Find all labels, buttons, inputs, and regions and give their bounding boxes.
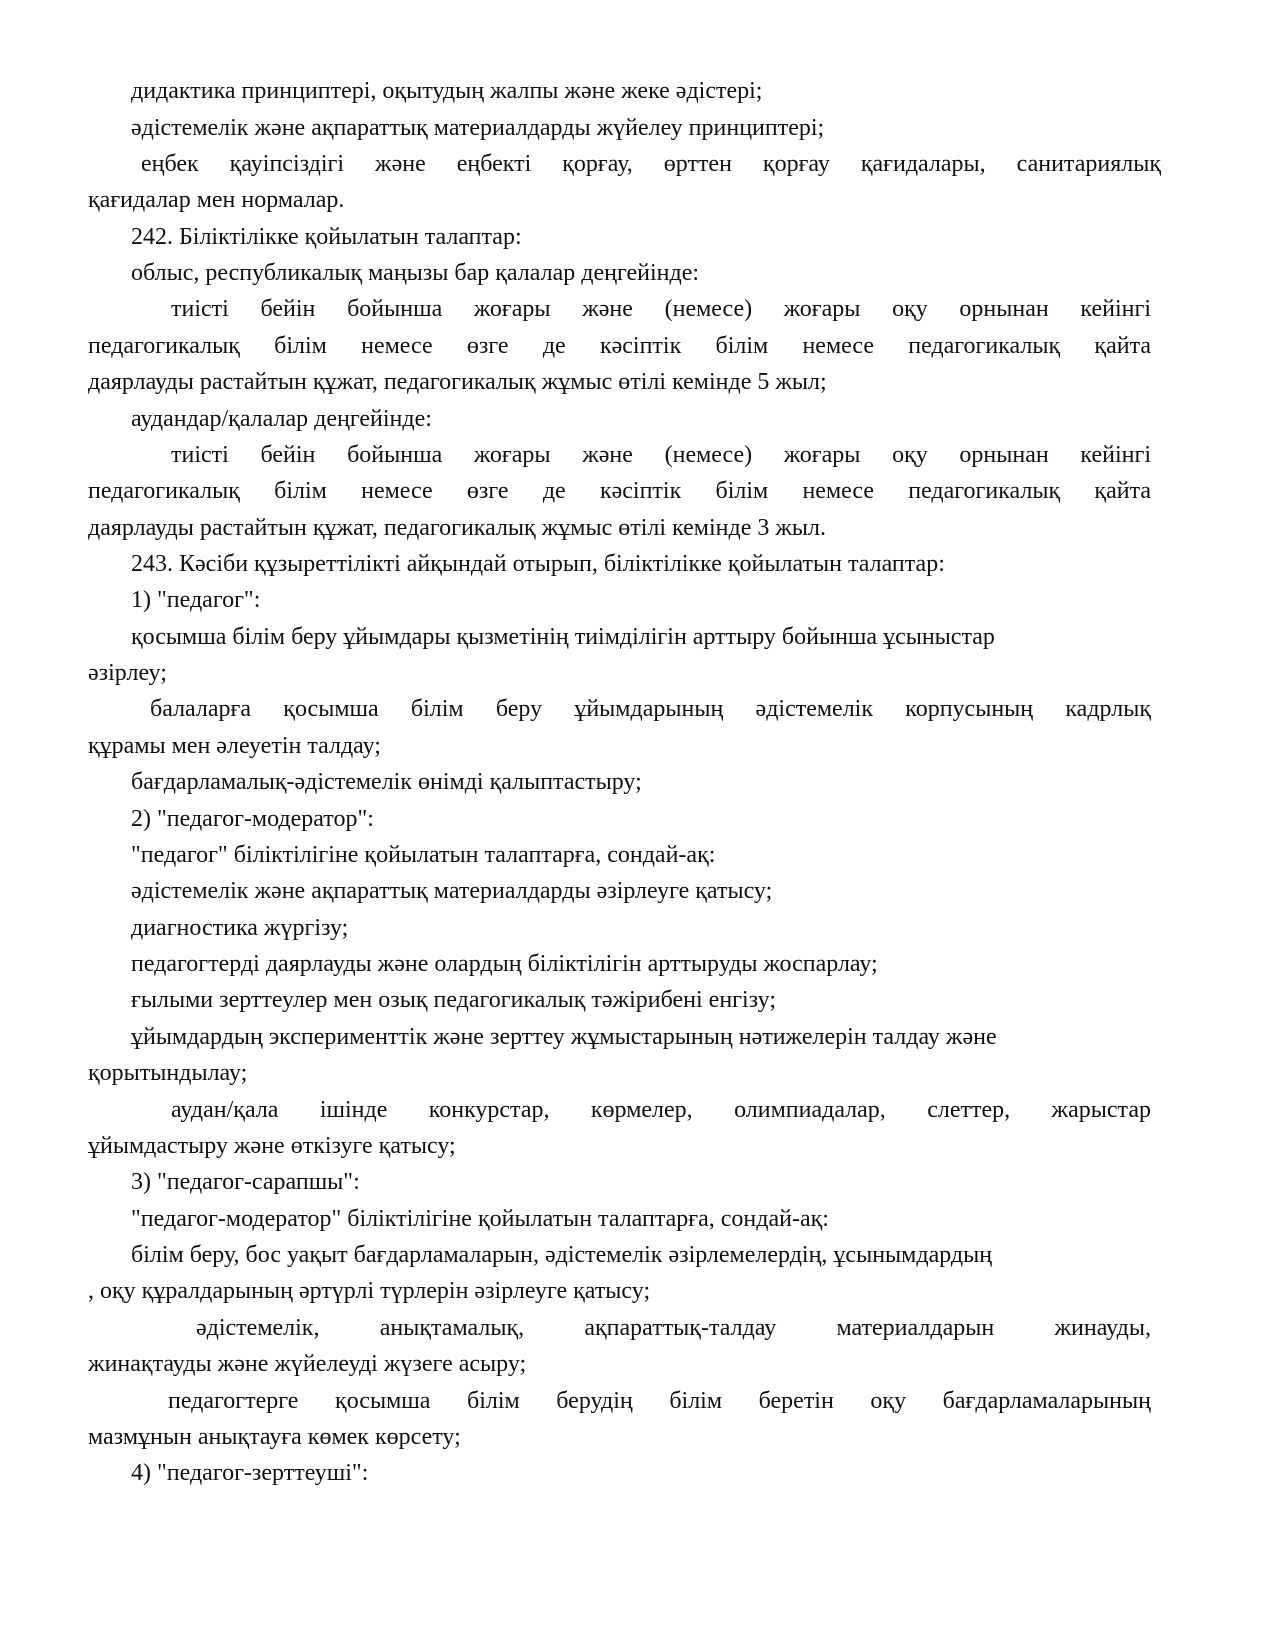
text-line: ғылыми зерттеулер мен озық педагогикалық тәжірибені енгізу; bbox=[131, 987, 776, 1013]
text-line: дидактика принциптері, оқытудың жалпы және жеке әдістері; bbox=[131, 78, 763, 104]
text-line: аудан/қала ішінде конкурстар, көрмелер, олимпиадалар, слеттер, жарыстар bbox=[171, 1097, 1151, 1123]
text-line: тиісті бейін бойынша жоғары және (немесе) жоғары оқу орнынан кейінгі bbox=[171, 442, 1151, 468]
list-item-heading: 2) "педагог-модератор": bbox=[131, 806, 374, 832]
text-line: қағидалар мен нормалар. bbox=[88, 187, 345, 213]
section-heading-243: 243. Кәсіби құзыреттілікті айқындай отырып, біліктілікке қойылатын талаптар: bbox=[131, 551, 945, 577]
text-line: педагогтерге қосымша білім берудің білім беретін оқу бағдарламаларының bbox=[168, 1388, 1151, 1414]
text-line: құрамы мен әлеуетін талдау; bbox=[88, 733, 381, 759]
list-item-heading: 4) "педагог-зерттеуші": bbox=[131, 1460, 369, 1486]
section-heading-242: 242. Біліктілікке қойылатын талаптар: bbox=[131, 224, 522, 250]
text-line: білім беру, бос уақыт бағдарламаларын, әдістемелік әзірлемелердің, ұсынымдардың bbox=[131, 1242, 993, 1268]
text-line: "педагог" біліктілігіне қойылатын талаптарға, сондай-ақ: bbox=[131, 842, 716, 868]
text-line: мазмұнын анықтауға көмек көрсету; bbox=[88, 1424, 461, 1450]
list-item-heading: 3) "педагог-сарапшы": bbox=[131, 1169, 360, 1195]
text-line: әзірлеу; bbox=[88, 660, 167, 686]
text-line: әдістемелік және ақпараттық материалдарды жүйелеу принциптері; bbox=[131, 115, 825, 141]
text-line: қорытындылау; bbox=[88, 1060, 248, 1086]
text-line: балаларға қосымша білім беру ұйымдарының әдістемелік корпусының кадрлық bbox=[150, 696, 1151, 722]
text-line: ұйымдастыру және өткізуге қатысу; bbox=[88, 1133, 456, 1159]
text-line: облыс, республикалық маңызы бар қалалар деңгейінде: bbox=[131, 260, 700, 286]
text-line: еңбек қауіпсіздігі және еңбекті қорғау, өрттен қорғау қағидалары, санитариялық bbox=[141, 151, 1161, 177]
text-line: педагогтерді даярлауды және олардың біліктілігін арттыруды жоспарлау; bbox=[131, 951, 878, 977]
text-line: жинақтауды және жүйелеуді жүзеге асыру; bbox=[88, 1351, 527, 1377]
text-line: диагностика жүргізу; bbox=[131, 915, 349, 941]
text-line: даярлауды растайтын құжат, педагогикалық жұмыс өтілі кемінде 3 жыл. bbox=[88, 515, 827, 541]
text-line: "педагог-модератор" біліктілігіне қойылатын талаптарға, сондай-ақ: bbox=[131, 1206, 829, 1232]
text-line: тиісті бейін бойынша жоғары және (немесе) жоғары оқу орнынан кейінгі bbox=[171, 296, 1151, 322]
text-line: педагогикалық білім немесе өзге де кәсіптік білім немесе педагогикалық қайта bbox=[88, 478, 1151, 504]
text-line: даярлауды растайтын құжат, педагогикалық жұмыс өтілі кемінде 5 жыл; bbox=[88, 369, 827, 395]
text-line: педагогикалық білім немесе өзге де кәсіптік білім немесе педагогикалық қайта bbox=[88, 333, 1151, 359]
list-item-heading: 1) "педагог": bbox=[131, 587, 261, 613]
text-line: ұйымдардың эксперименттік және зерттеу жұмыстарының нәтижелерін талдау және bbox=[131, 1024, 997, 1050]
text-line: , оқу құралдарының әртүрлі түрлерін әзірлеуге қатысу; bbox=[88, 1278, 651, 1304]
text-line: әдістемелік және ақпараттық материалдарды әзірлеуге қатысу; bbox=[131, 878, 773, 904]
text-line: аудандар/қалалар деңгейінде: bbox=[131, 406, 432, 432]
text-line: әдістемелік, анықтамалық, ақпараттық-талдау материалдарын жинауды, bbox=[196, 1315, 1151, 1341]
text-line: қосымша білім беру ұйымдары қызметінің тиімділігін арттыру бойынша ұсыныстар bbox=[131, 624, 995, 650]
text-line: бағдарламалық-әдістемелік өнімді қалыптастыру; bbox=[131, 769, 642, 795]
